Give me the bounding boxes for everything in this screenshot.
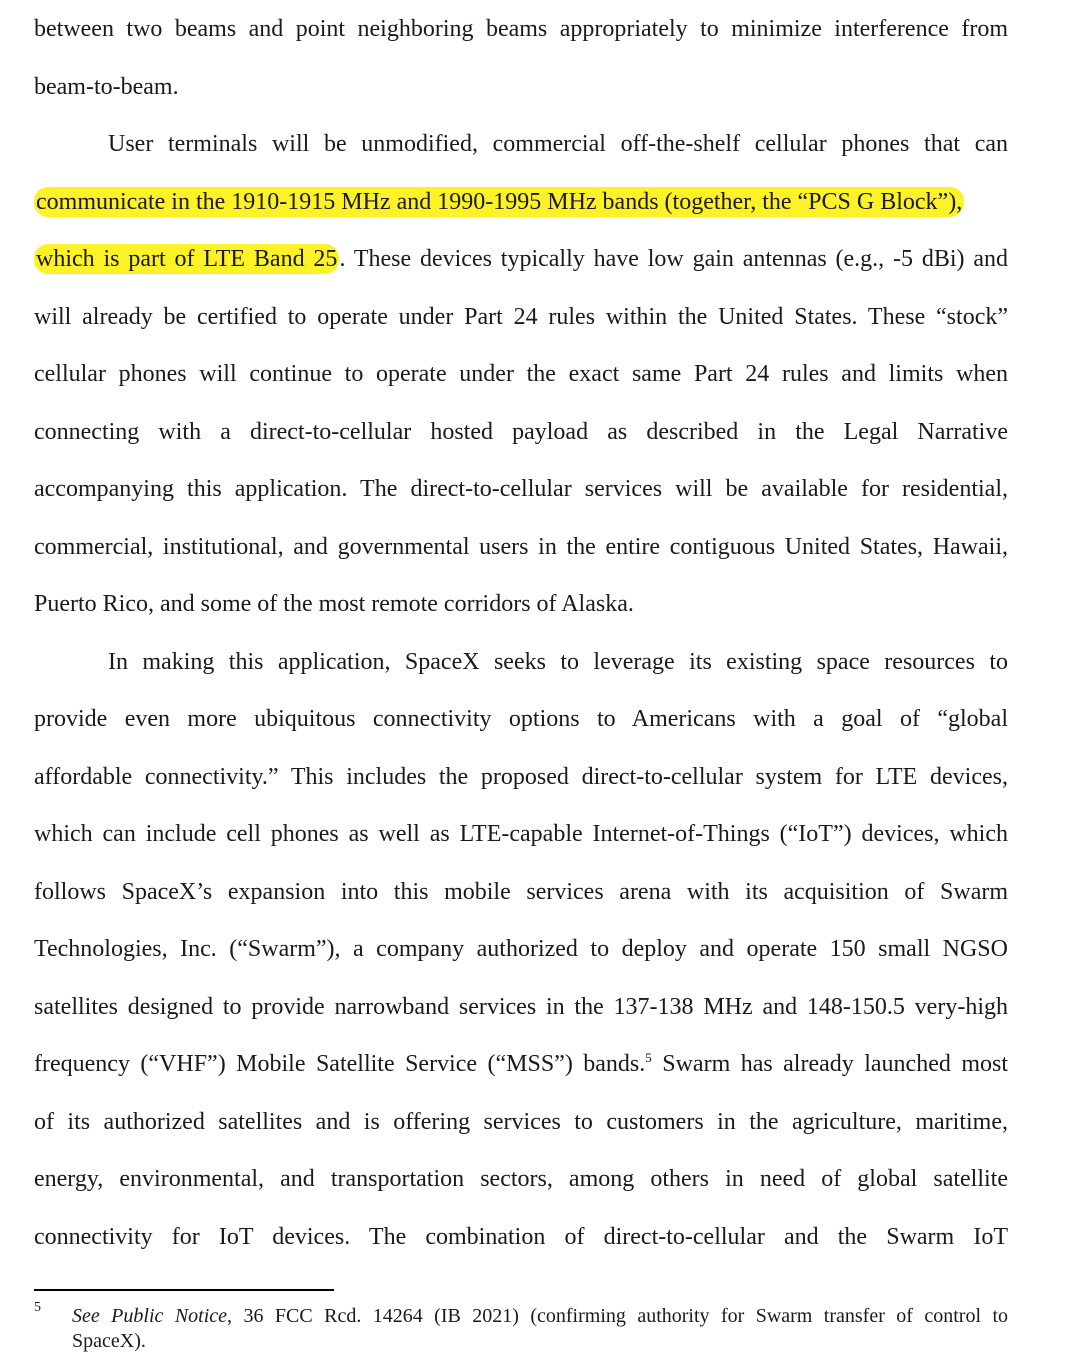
text-span: frequency (“VHF”) Mobile Satellite Service (“MSS”) bands.	[34, 1051, 646, 1077]
text-line: accompanying this application. The direct-to-cellular services will be available for residential,	[34, 476, 1008, 502]
footnote-divider	[34, 1289, 334, 1291]
text-line: commercial, institutional, and governmental users in the entire contiguous United States, Hawaii,	[34, 534, 1008, 560]
text-line: between two beams and point neighboring beams appropriately to minimize interference from	[34, 16, 1008, 42]
text-line: provide even more ubiquitous connectivity options to Americans with a goal of “global	[34, 706, 1008, 732]
text-line: connecting with a direct-to-cellular hosted payload as described in the Legal Narrative	[34, 419, 1008, 445]
text-line	[34, 1044, 1008, 1084]
text-line: Technologies, Inc. (“Swarm”), a company authorized to deploy and operate 150 small NGSO	[34, 936, 1008, 962]
text-line: of its authorized satellites and is offering services to customers in the agriculture, maritime,	[34, 1109, 1008, 1135]
footnote-number: 5	[34, 1300, 41, 1315]
footnote-line: SpaceX).	[72, 1330, 146, 1352]
text-line: which can include cell phones as well as LTE-capable Internet-of-Things (“IoT”) devices, which	[34, 821, 1008, 847]
footnote-line	[72, 1303, 1008, 1329]
text-span: Swarm has already launched most	[651, 1051, 1008, 1077]
text-span: . These devices typically have low gain antennas (e.g., -5 dBi) and	[339, 246, 1009, 272]
footnote-citation: See Public Notice	[72, 1305, 228, 1327]
text-line: energy, environmental, and transportation sectors, among others in need of global satellite	[34, 1166, 1008, 1192]
text-line: In making this application, SpaceX seeks to leverage its existing space resources to	[108, 649, 1008, 675]
text-line: connectivity for IoT devices. The combination of direct-to-cellular and the Swarm IoT	[34, 1224, 1008, 1250]
text-line: beam-to-beam.	[34, 74, 179, 100]
text-line: satellites designed to provide narrowband services in the 137-138 MHz and 148-150.5 very-high	[34, 994, 1008, 1020]
text-line	[34, 239, 1008, 279]
text-line: Puerto Rico, and some of the most remote corridors of Alaska.	[34, 591, 634, 617]
highlighted-text: communicate in the 1910-1915 MHz and 1990-1995 MHz bands (together, the “PCS G Block”),	[36, 189, 963, 215]
footnote-ref[interactable]: 5	[645, 1050, 652, 1065]
text-line: affordable connectivity.” This includes the proposed direct-to-cellular system for LTE devices,	[34, 764, 1008, 790]
text-line	[34, 182, 1008, 222]
text-line: will already be certified to operate under Part 24 rules within the United States. These “stock”	[34, 304, 1008, 330]
text-line: User terminals will be unmodified, commercial off-the-shelf cellular phones that can	[108, 131, 1008, 157]
text-line: cellular phones will continue to operate under the exact same Part 24 rules and limits when	[34, 361, 1008, 387]
highlighted-text: which is part of LTE Band 25	[36, 246, 338, 272]
text-line: follows SpaceX’s expansion into this mobile services arena with its acquisition of Swarm	[34, 879, 1008, 905]
footnote-text: , 36 FCC Rcd. 14264 (IB 2021) (confirming authority for Swarm transfer of control to	[227, 1305, 1009, 1327]
